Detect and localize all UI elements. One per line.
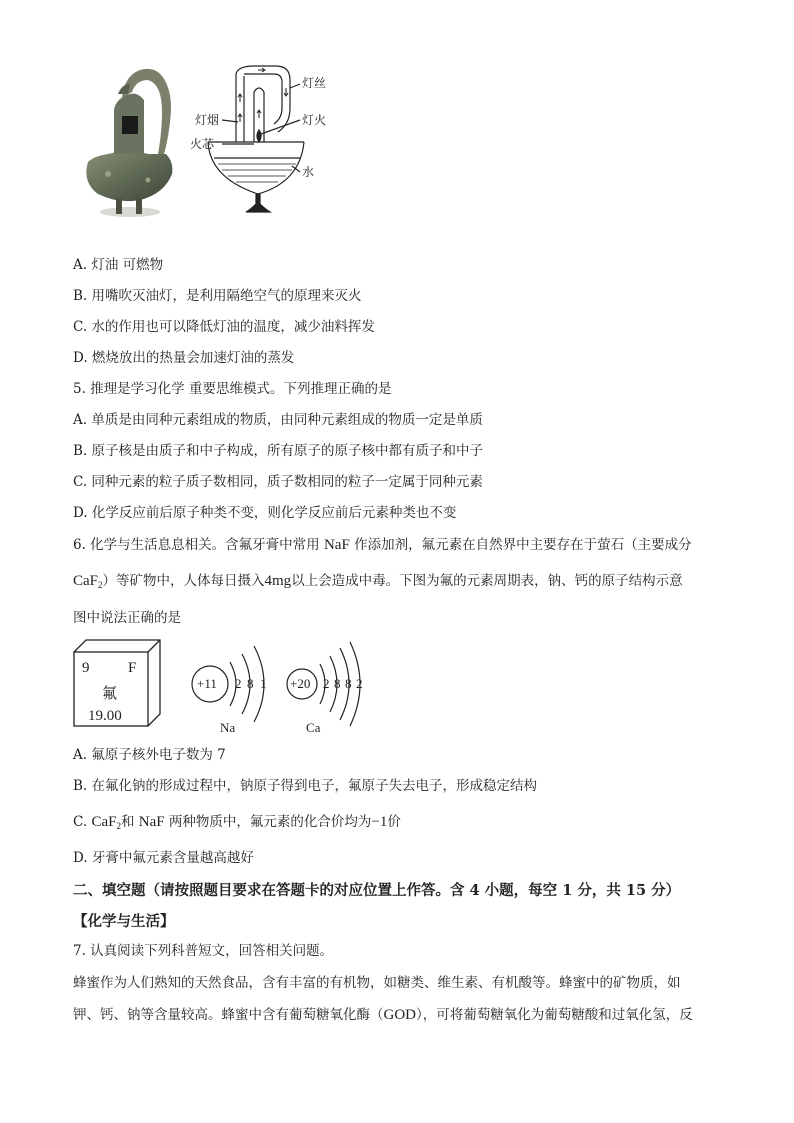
label-chimney: 灯烟 xyxy=(195,113,220,127)
ca-shell-1: 2 xyxy=(323,676,330,691)
q5-option-b: B. 原子核是由质子和中子构成，所有原子的原子核中都有质子和中子 xyxy=(73,443,484,459)
bronze-lamp-photo xyxy=(86,69,172,217)
section-2-title: 二、填空题（请按照题目要求在答题卡的对应位置上作答。含 4 小题，每空 1 分，共 15 分） xyxy=(73,882,681,899)
element-symbol: F xyxy=(128,660,137,676)
label-water: 水 xyxy=(302,165,315,179)
formula-caf2: CaF$_2$ xyxy=(73,573,103,590)
q6-stem-line3: 图中说法正确的是 xyxy=(73,610,181,626)
q4-option-d: D. 燃烧放出的热量会加速灯油的蒸发 xyxy=(73,350,295,366)
q6-option-c: C. CaF$_2$和 NaF 两种物质中，氟元素的化合价均为−1价 xyxy=(73,814,401,831)
valence-value: −1 xyxy=(371,814,388,830)
q4-option-b: B. 用嘴吹灭油灯，是利用隔绝空气的原理来灭火 xyxy=(73,288,362,304)
q6-option-d: D. 牙膏中氟元素含量越高越好 xyxy=(73,850,254,866)
q4-option-a: A. 灯油 可燃物 xyxy=(73,257,164,273)
formula-naf-c: NaF xyxy=(138,814,165,830)
na-label: Na xyxy=(220,720,236,735)
q5-stem: 5. 推理是学习化学 重要思维模式。下列推理正确的是 xyxy=(73,381,392,397)
section-2-subtitle: 【化学与生活】 xyxy=(73,913,175,930)
q6-option-b: B. 在氟化钠的形成过程中，钠原子得到电子，氟原子失去电子，形成稳定结构 xyxy=(73,778,538,794)
mass-value: 4mg xyxy=(264,573,292,589)
q5-option-a: A. 单质是由同种元素组成的物质，由同种元素组成的物质一定是单质 xyxy=(73,412,483,428)
lamp-figure xyxy=(78,62,348,227)
q7-paragraph-line2: 钾、钙、钠等含量较高。蜂蜜中含有葡萄糖氧化酶（GOD），可将葡萄糖氧化为葡萄糖酸和过氧化氢，反 xyxy=(73,1007,693,1023)
atomic-mass: 19.00 xyxy=(88,708,122,724)
na-shell-3: 1 xyxy=(260,676,267,691)
q6-stem-line2: CaF$_2$）等矿物中，人体每日摄入4mg以上会造成中毒。下图为氟的元素周期表，钠、钙的原子结构示意 xyxy=(73,573,683,590)
q4-option-c: C. 水的作用也可以降低灯油的温度，减少油料挥发 xyxy=(73,319,375,335)
q7-paragraph-line1: 蜂蜜作为人们熟知的天然食品，含有丰富的有机物，如糖类、维生素、有机酸等。蜂蜜中的矿物质，如 xyxy=(73,975,681,991)
ca-shell-4: 2 xyxy=(356,676,363,691)
ca-label: Ca xyxy=(306,720,321,735)
q5-option-c: C. 同种元素的粒子质子数相同，质子数相同的粒子一定属于同种元素 xyxy=(73,474,483,490)
formula-caf2-c: CaF$_2$ xyxy=(91,814,121,831)
na-shell-1: 2 xyxy=(235,676,242,691)
na-nucleus-charge: +11 xyxy=(197,676,217,691)
ca-shell-2: 8 xyxy=(334,676,341,691)
q5-option-d: D. 化学反应前后原子种类不变，则化学反应前后元素种类也不变 xyxy=(73,505,457,521)
label-flame: 灯火 xyxy=(302,113,327,127)
q7-stem: 7. 认真阅读下列科普短文，回答相关问题。 xyxy=(73,943,334,959)
q6-figure xyxy=(70,636,370,736)
formula-naf: NaF xyxy=(323,537,350,553)
q6-stem-line1: 6. 化学与生活息息相关。含氟牙膏中常用 NaF 作添加剂，氟元素在自然界中主要存在于萤石（主要成分 xyxy=(73,537,692,553)
enzyme-abbrev: GOD xyxy=(383,1007,416,1023)
lamp-schematic xyxy=(208,66,304,212)
atomic-number: 9 xyxy=(82,660,90,676)
label-filament: 灯丝 xyxy=(302,76,327,90)
label-wick: 火芯 xyxy=(190,137,215,151)
ca-nucleus-charge: +20 xyxy=(290,676,311,691)
element-name: 氟 xyxy=(102,686,118,702)
ca-shell-3: 8 xyxy=(345,676,352,691)
q6-option-a: A. 氟原子核外电子数为 7 xyxy=(73,747,226,763)
na-shell-2: 8 xyxy=(247,676,254,691)
